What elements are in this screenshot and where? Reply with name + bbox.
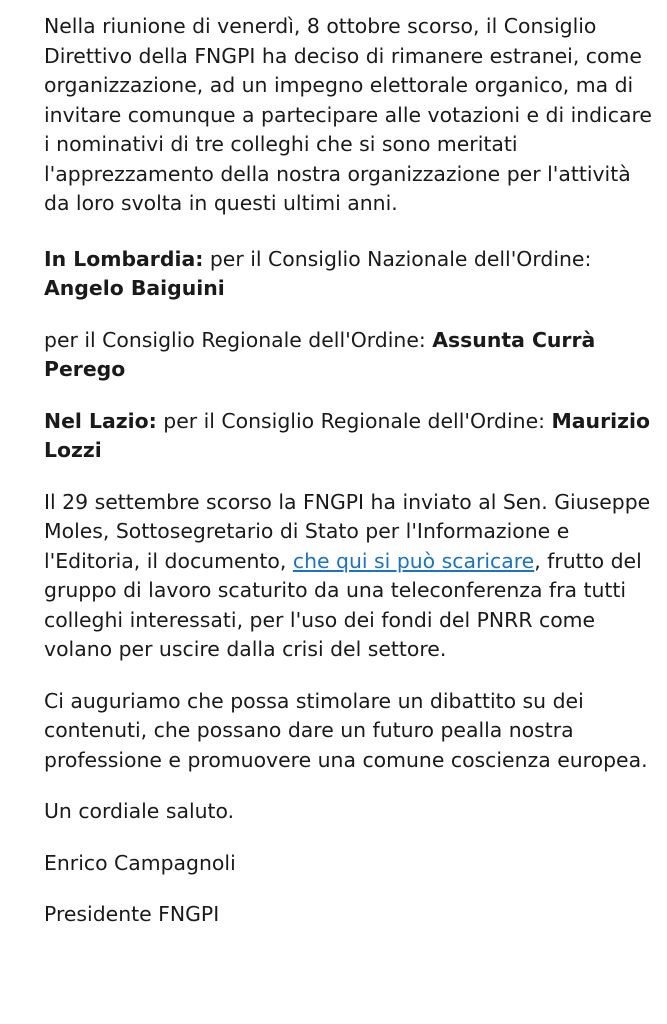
signature-name: Enrico Campagnoli [44,850,236,875]
document-paragraph [44,488,654,665]
document-text-before: Il 29 settembre scorso la FNGPI ha inviato al Sen. Giuseppe Moles, Sottosegretario di Stato per l'Informazione e l'Editoria, il documento, [44,489,651,573]
message-body [44,12,654,930]
signature-title: Presidente FNGPI [44,902,220,926]
document-text-after: , frutto del gruppo di lavoro scaturito da una teleconferenza fra tutti colleghi interessati, per l'uso dei fondi del PNRR come volano per uscire dalla crisi del settore. [44,548,642,661]
download-document-link[interactable]: che qui si può scaricare [292,548,535,573]
lombardia-national-paragraph [44,245,654,304]
intro-paragraph: Nella riunione di venerdì, 8 ottobre scorso, il Consiglio Direttivo della FNGPI ha deciso di rimanere estranei, come organizzazione, ad un impegno elettorale organico, ma di invitare comunque a partecipare alle votazioni e di indicare i nominativi di tre colleghi che si sono meritati l'apprezzamento della nostra organizzazione per l'attività da loro svolta in questi ultimi anni. [44,14,652,215]
candidate-national-name: Angelo Baiguini [44,276,225,300]
candidate-regional-lazio-name: Maurizio Lozzi [44,408,650,462]
lazio-paragraph [44,407,654,466]
role-regional-label: per il Consiglio Regionale dell'Ordine: [44,327,433,352]
region-label-lazio: Nel Lazio: [44,408,157,433]
role-national-label: per il Consiglio Nazionale dell'Ordine: [203,246,592,271]
candidate-regional-lombardia-name: Assunta Currà Perego [44,327,596,381]
region-label-lombardia: In Lombardia: [44,246,204,271]
lombardia-regional-paragraph [44,326,654,385]
wish-paragraph: Ci auguriamo che possa stimolare un dibattito su dei contenuti, che possano dare un futuro pealla nostra professione e promuovere una comune coscienza europea. [44,688,648,772]
greeting-paragraph: Un cordiale saluto. [44,799,235,823]
role-regional-lazio-label: per il Consiglio Regionale dell'Ordine: [156,408,552,433]
